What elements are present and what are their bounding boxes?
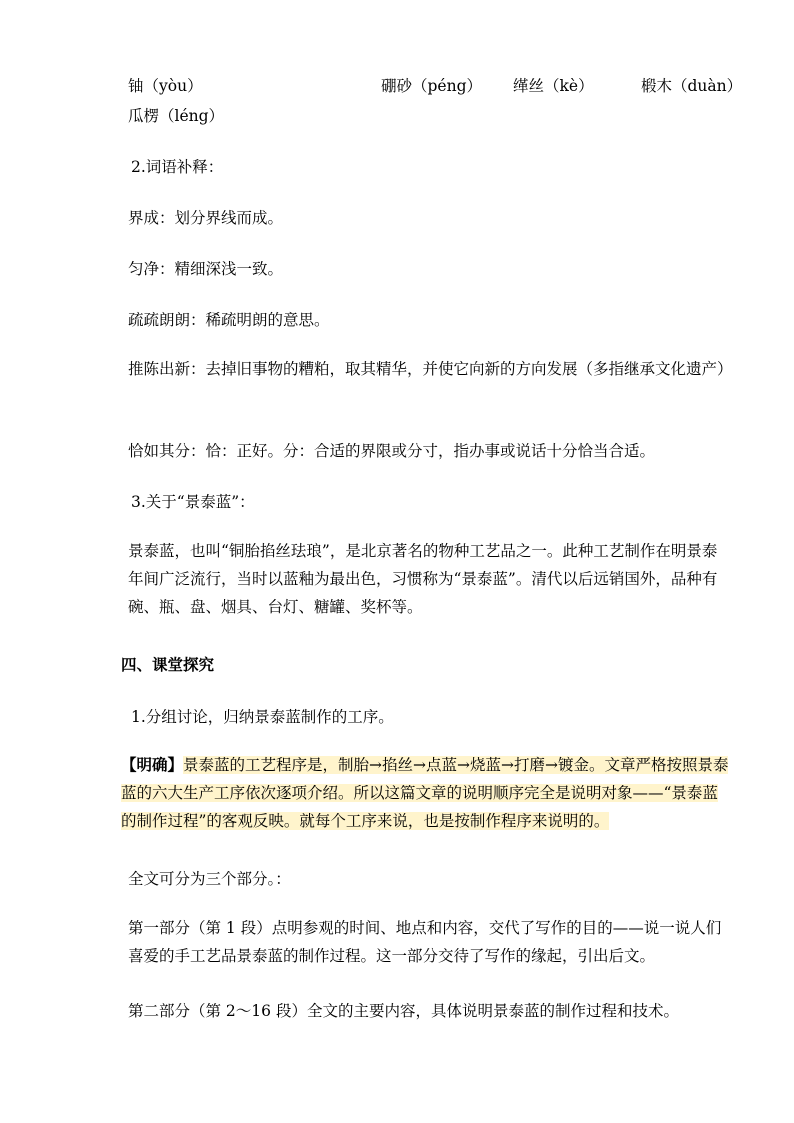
pinyin-item-ke: 缂丝（kè） <box>513 77 594 95</box>
answer-paragraph <box>121 751 731 835</box>
pinyin-item-peng: 硼砂（péng） <box>381 77 483 95</box>
term-yunjing: 匀净：精细深浅一致。 <box>128 260 284 278</box>
part-1: 第一部分（第 1 段）点明参观的时间、地点和内容，交代了写作的目的——说一说人们喜爱的手工艺品景泰蓝的制作过程。这一部分交待了写作的缘起，引出后文。 <box>128 919 722 965</box>
summary-line: 全文可分为三个部分。： <box>128 870 291 888</box>
section3-heading: 3.关于“景泰蓝”： <box>131 493 255 511</box>
term-shushulanglang: 疏疏朗朗：稀疏明朗的意思。 <box>128 311 330 329</box>
answer-body: 景泰蓝的工艺程序是，制胎→掐丝→点蓝→烧蓝→打磨→镀金。文章严格按照景泰蓝的六大生产工序依次逐项介绍。所以这篇文章的说明顺序完全是说明对象——“景泰蓝的制作过程”的客观反映。就每个工序来说，也是按制作程序来说明的。 <box>121 756 729 830</box>
section4-heading: 四、课堂探究 <box>121 655 215 674</box>
term-qiarufenfen: 恰如其分：恰：正好。分：合适的界限或分寸，指办事或说话十分恰当合适。 <box>128 442 656 460</box>
pinyin-item-duan: 椴木（duàn） <box>641 77 743 95</box>
term-tuichenchuxin: 推陈出新：去掉旧事物的糟粕，取其精华，并使它向新的方向发展（多指继承文化遗产） <box>128 360 733 378</box>
part-2: 第二部分（第 2～16 段）全文的主要内容，具体说明景泰蓝的制作过程和技术。 <box>128 1002 679 1020</box>
pinyin-item-leng: 瓜楞（léng） <box>128 107 225 125</box>
section2-heading: 2.词语补释： <box>131 158 224 176</box>
question-1: 1.分组讨论，归纳景泰蓝制作的工序。 <box>131 708 394 726</box>
term-jiecheng: 界成：划分界线而成。 <box>128 209 284 227</box>
answer-label: 【明确】 <box>121 755 184 774</box>
pinyin-item-you: 铀（yòu） <box>128 77 203 95</box>
section3-body: 景泰蓝，也叫“铜胎掐丝珐琅”，是北京著名的物种工艺品之一。此种工艺制作在明景泰年间广泛流行，当时以蓝釉为最出色，习惯称为“景泰蓝”。清代以后远销国外，品种有碗、瓶、盘、烟具、台灯、糖罐、奖杯等。 <box>128 542 718 616</box>
